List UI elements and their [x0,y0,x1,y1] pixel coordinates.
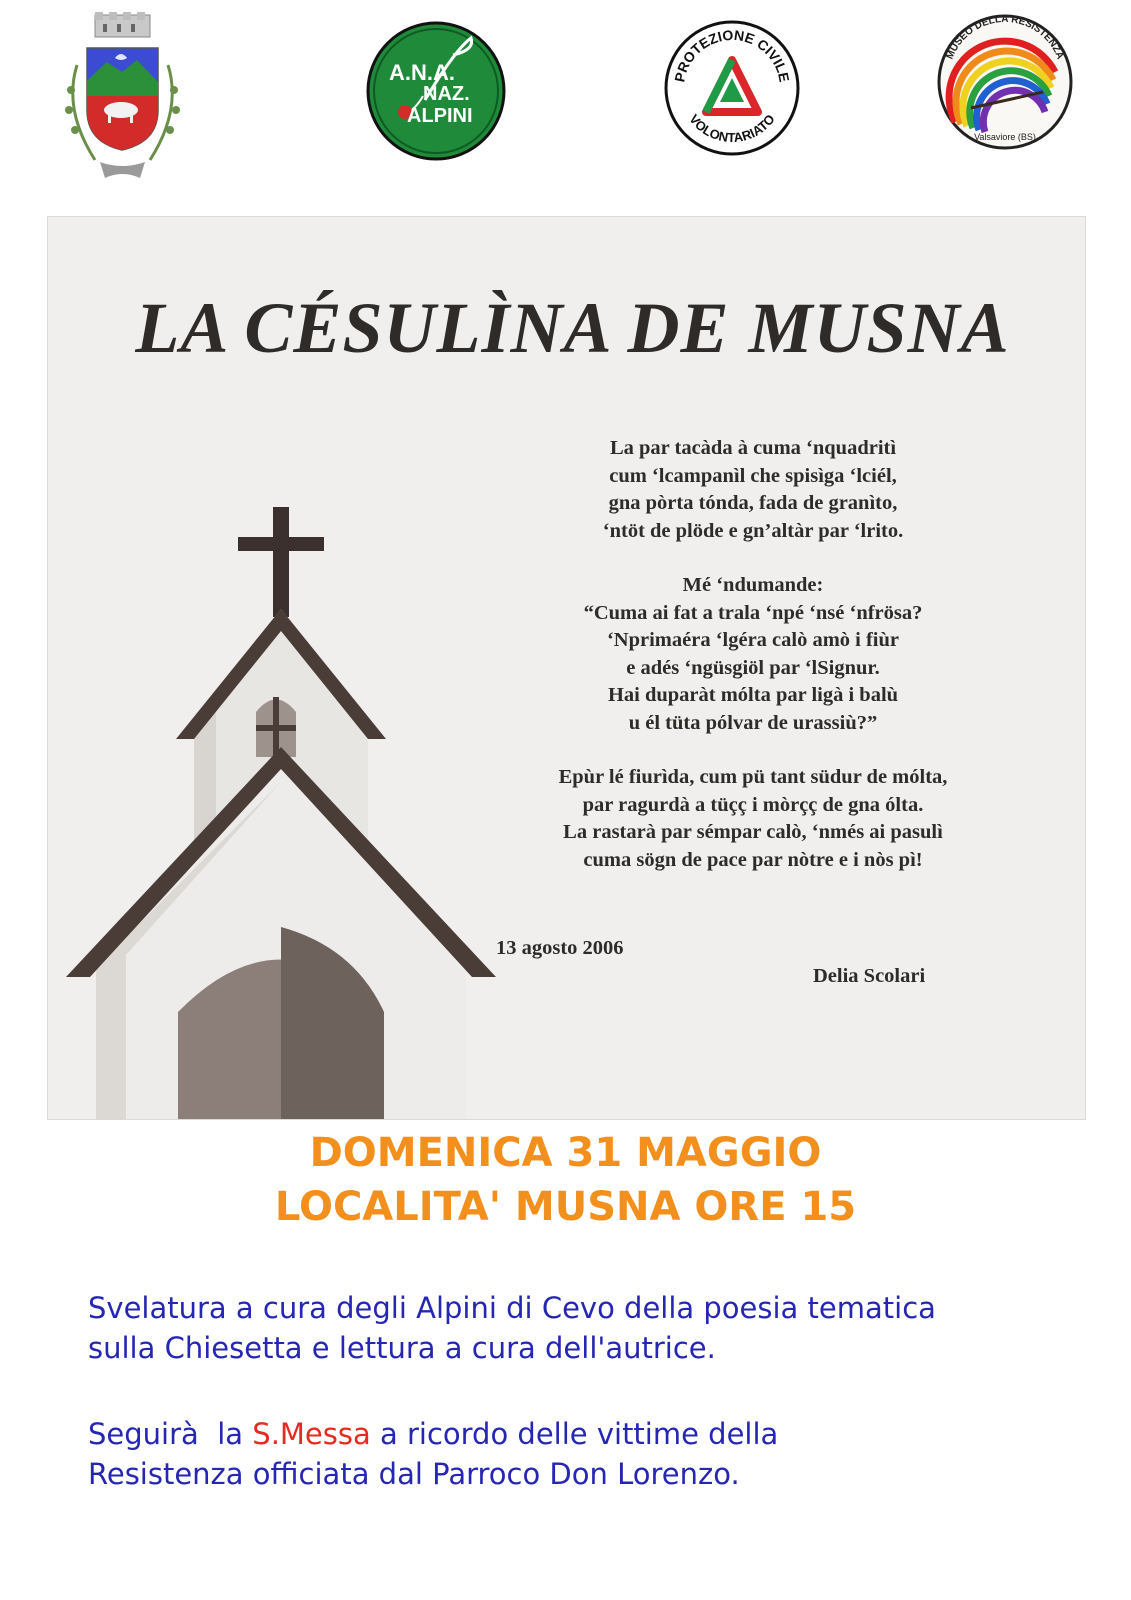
mass-highlight: S.Messa [252,1417,371,1451]
event-location-heading: LOCALITA' MUSNA ORE 15 [274,1184,857,1230]
description-line: sulla Chiesetta e lettura a cura dell'autrice. [88,1331,716,1365]
poem-line: e adés ‘ngüsgiöl par ‘lSignur. [626,656,880,679]
poem-stanza-1 [453,435,1053,545]
poem-title: LA CÉSULÌNA DE MUSNA [135,288,1010,368]
description-line: Resistenza officiata dal Parroco Don Lorenzo. [88,1457,740,1491]
description-line [88,1414,1098,1454]
poem-date: 13 agosto 2006 [496,937,624,959]
description-paragraph-1 [88,1288,1098,1368]
protezione-civile-logo [662,18,802,158]
poem-text [453,435,1053,901]
poem-line: Hai duparàt mólta par ligà i balù [607,684,899,706]
event-date-heading: DOMENICA 31 MAGGIO [309,1130,822,1176]
poem-line: Mé ‘ndumande: [682,574,824,596]
poem-line: ‘Nprimaéra ‘lgéra calò amò i fiùr [606,629,900,651]
description-text: Seguirà la [88,1417,253,1451]
poem-author: Delia Scolari [813,965,926,987]
poem-line: ‘ntöt de plöde e gn’altàr par ‘lrito. [602,519,904,542]
svg-text:Valsaviore (BS): Valsaviore (BS) [974,132,1036,142]
description-line: Svelatura a cura degli Alpini di Cevo della poesia tematica [88,1291,936,1325]
poem-line: “Cuma ai fat a trala ‘npé ‘nsé ‘nfrösa? [583,601,923,624]
poem-poster [47,216,1086,1120]
poem-line: cum ‘lcampanìl che spisìga ‘lciél, [609,464,897,487]
svg-text:ALPINI: ALPINI [407,105,473,127]
svg-text:MUSEO DELLA RESISTENZA: MUSEO DELLA RESISTENZA [944,13,1066,61]
poem-stanza-2 [453,572,1053,737]
poem-line: u él tüta pólvar de urassiù?” [628,711,878,734]
poem-line: cuma sögn de pace par nòtre e i nòs pì! [583,848,923,871]
museo-resistenza-logo [935,12,1075,152]
description-text: a ricordo delle vittime della [370,1417,779,1451]
svg-text:NAZ.: NAZ. [423,83,470,105]
poem-line: La rastarà par sémpar calò, ‘nmés ai pasulì [563,821,943,843]
poem-stanza-3 [453,764,1053,874]
poem-line: Epùr lé fiurìda, cum pü tant südur de mólta, [558,766,948,788]
description-paragraph-2 [88,1414,1098,1494]
poem-line: gna pòrta tónda, fada de granìto, [608,492,898,514]
ana-alpini-logo [365,20,507,162]
poem-line: La par tacàda à cuma ‘nquadritì [609,437,897,459]
church-illustration [66,507,506,1120]
svg-text:PROTEZIONE CIVILE: PROTEZIONE CIVILE [671,26,793,84]
svg-text:A.N.A.: A.N.A. [389,60,455,85]
svg-text:VOLONTARIATO: VOLONTARIATO [686,111,778,146]
poem-line: par ragurdà a tüçç i mòrçç de gna ólta. [582,793,924,816]
coat-of-arms-logo [55,10,190,185]
